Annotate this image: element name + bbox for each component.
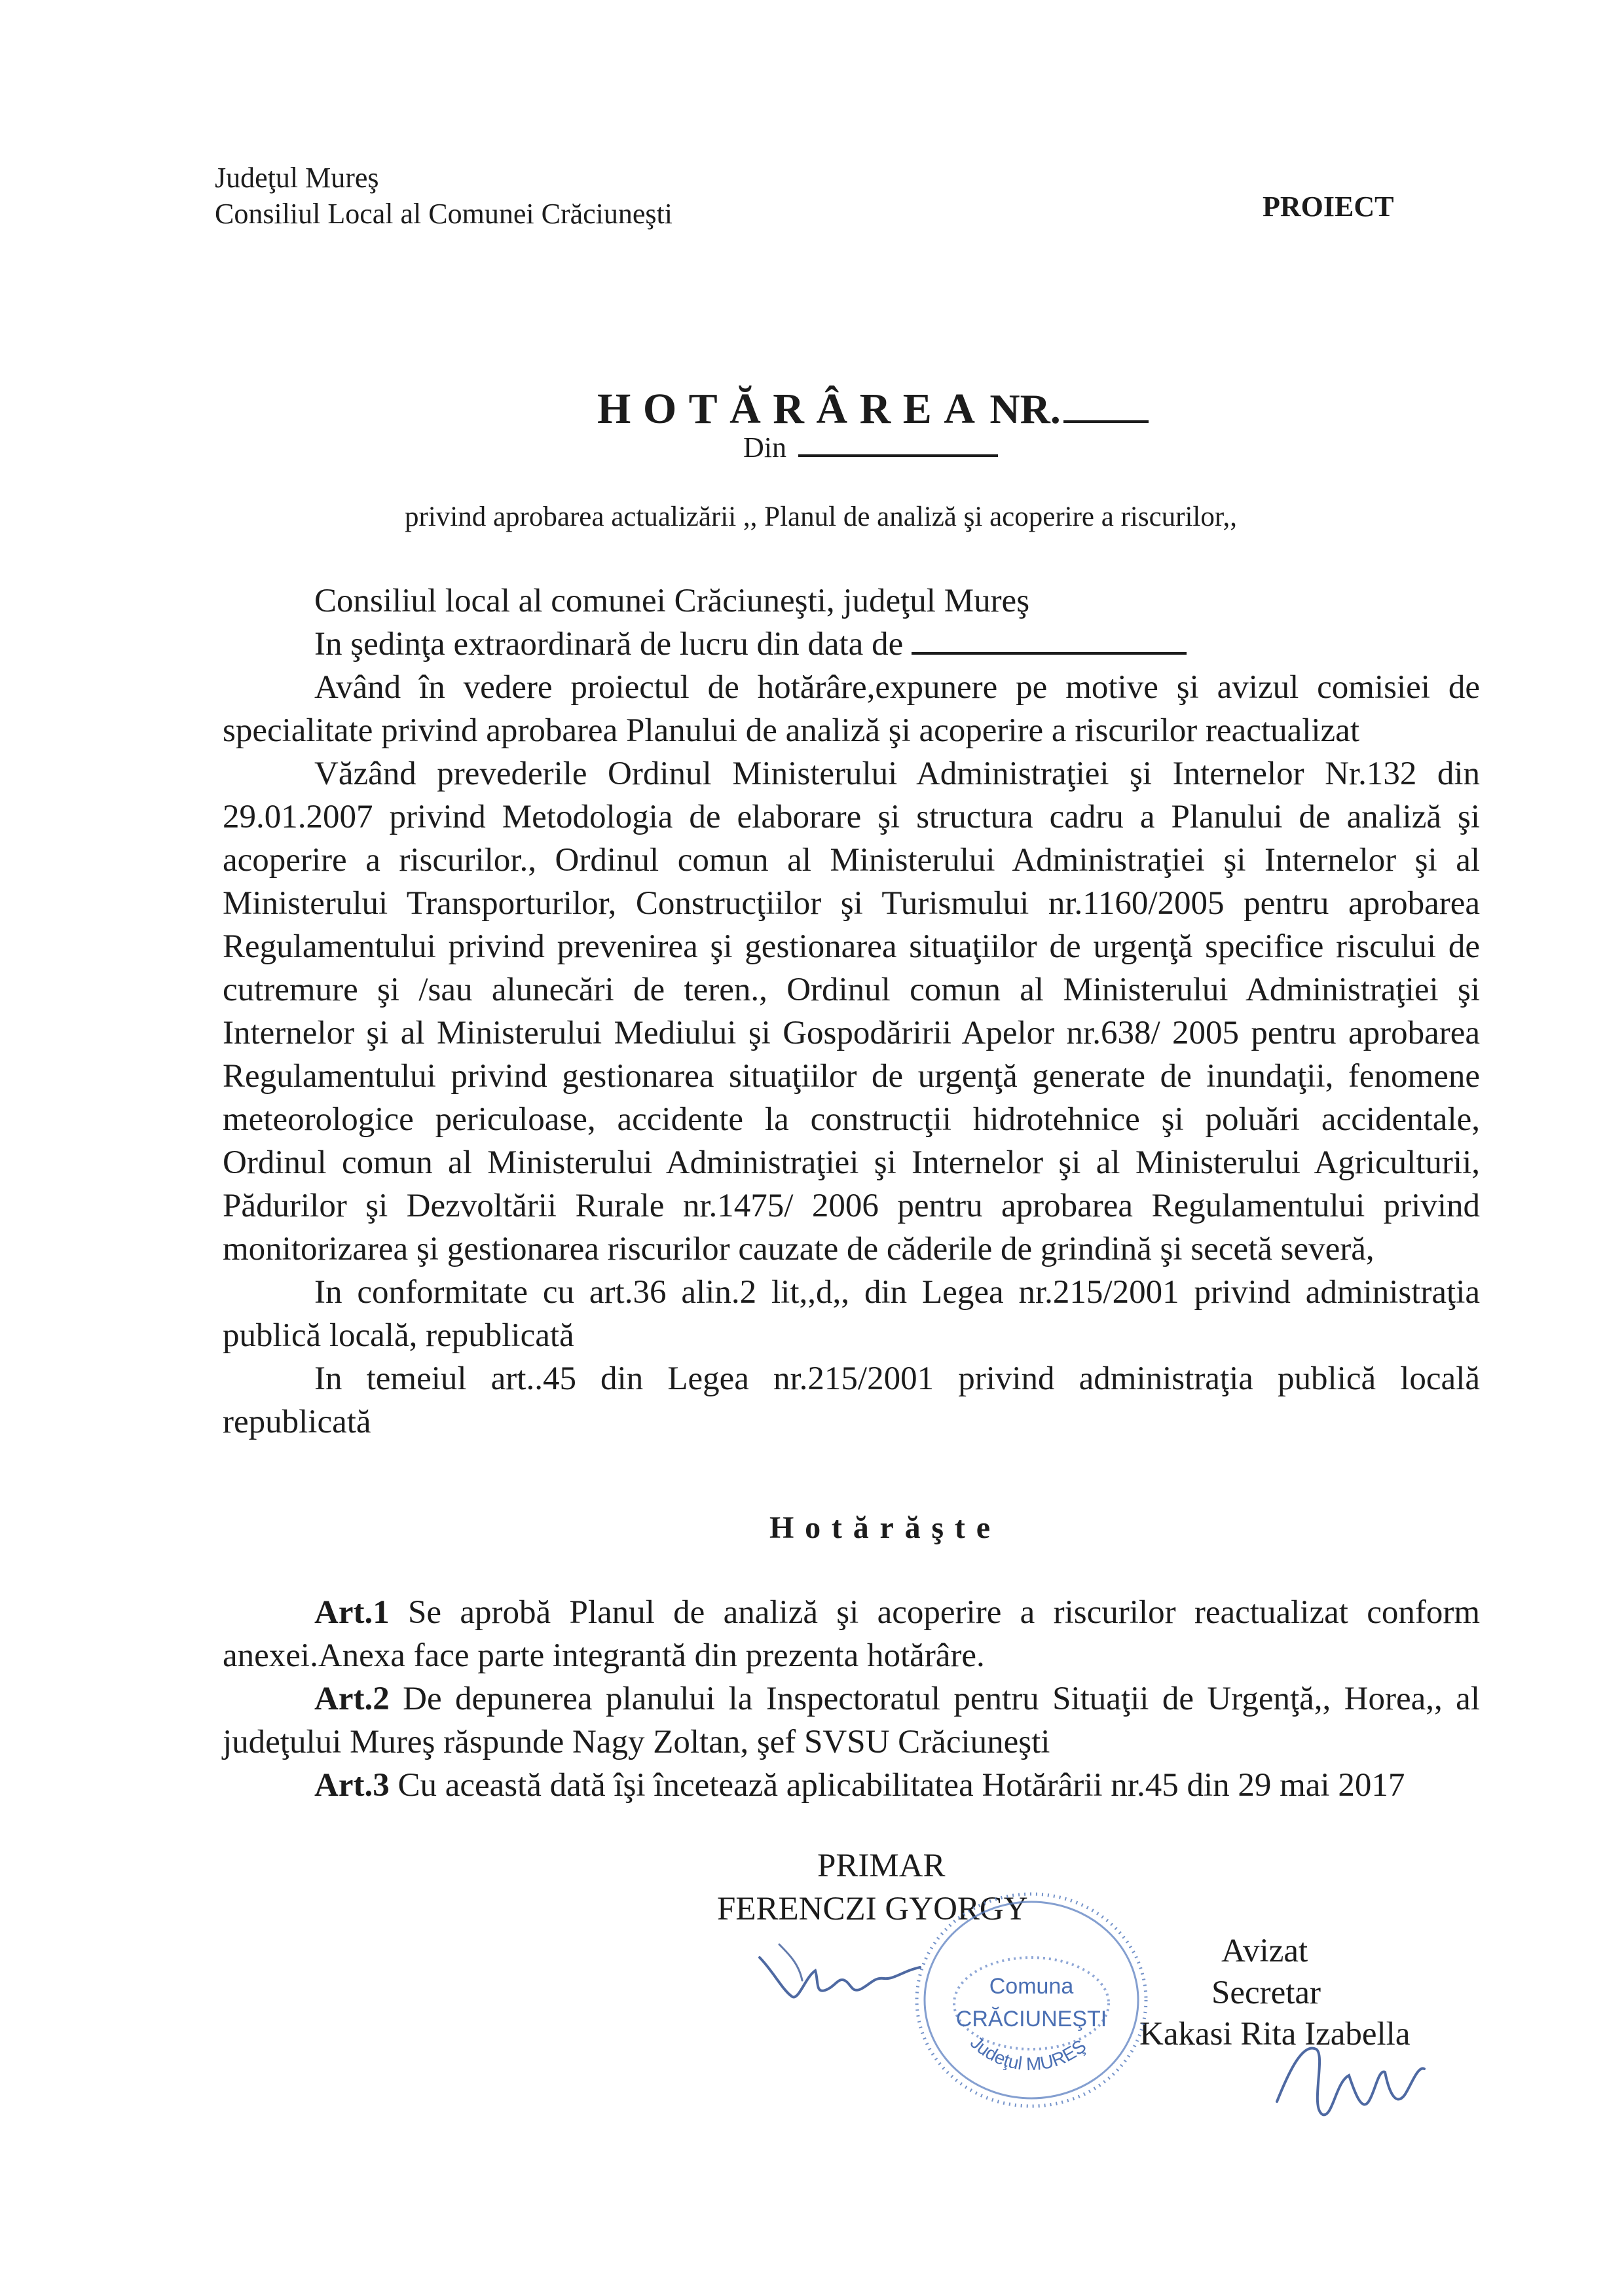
din-blank	[798, 449, 998, 457]
header-council: Consiliul Local al Comunei Crăciuneşti	[215, 198, 673, 230]
article-2-text: De depunerea planului la Inspectoratul pentru Situaţii de Urgenţă,, Horea,, al judeţului Mureş răspunde Nagy Zoltan, şef SVSU Crăciuneşti	[223, 1681, 1480, 1760]
article-1	[223, 1591, 1480, 1677]
preamble-temeiul: In temeiul art..45 din Legea nr.215/2001 privind administraţia publică locală republicată	[223, 1360, 1480, 1440]
preamble-meeting-text: In şedinţa extraordinară de lucru din data de	[314, 626, 904, 663]
preamble-vazand: Văzând prevederile Ordinul Ministerului Administraţiei şi Internelor Nr.132 din 29.01.2007 privind Metodologia de elaborare şi structura cadru a Planului de analiză şi acoperire a riscurilor., Ordinul comun al Ministerului Administraţiei şi Internelor şi al Ministerului Transporturilor, Construcţiilor şi Turismului nr.1160/2005 pentru aprobarea Regulamentului privind prevenirea şi gestionarea situaţiilor de urgenţă specifice riscului de cutremure şi /sau alunecări de teren., Ordinul comun al Ministerului Administraţiei şi Internelor şi al Ministerului Mediului şi Gospodăririi Apelor nr.638/ 2005 pentru aprobarea Regulamentului privind gestionarea situaţiilor de urgenţă generate de inundaţii, fenomene meteorologice periculoase, accidente la construcţii hidrotehnice şi poluări accidentale, Ordinul comun al Ministerului Administraţiei şi Internelor şi al Ministerului Agriculturii, Pădurilor şi Dezvoltării Rurale nr.1475/ 2006 pentru aprobarea Regulamentului privind monitorizarea şi gestionarea riscurilor cauzate de căderile de grindină şi secetă severă,	[223, 756, 1480, 1267]
stamp-center-line2: CRĂCIUNEŞTI	[955, 2007, 1107, 2032]
article-3	[223, 1764, 1480, 1807]
document-title	[597, 384, 1149, 434]
official-stamp-icon	[900, 1869, 1162, 2118]
title-main: HOTĂRÂREA	[597, 385, 987, 433]
din-line	[743, 431, 998, 464]
stamp-center-line1: Comuna	[989, 1974, 1074, 1999]
article-3-text: Cu această dată îşi încetează aplicabilitatea Hotărârii nr.45 din 29 mai 2017	[389, 1767, 1405, 1804]
secretary-signature-icon	[1264, 2030, 1434, 2128]
preamble-council: Consiliul local al comunei Crăciuneşti, judeţul Mureş	[314, 583, 1030, 619]
secretary-avizat: Avizat	[1221, 1933, 1308, 1969]
mayor-signature-icon	[753, 1931, 930, 2016]
document-subject: privind aprobarea actualizării ,, Planul de analiză şi acoperire a riscurilor,,	[405, 501, 1237, 532]
articles	[223, 1591, 1480, 1807]
secretary-name: Kakasi Rita Izabella	[1139, 2016, 1411, 2052]
header-county: Judeţul Mureş	[215, 162, 379, 194]
article-2-label: Art.2	[314, 1681, 390, 1717]
mayor-name: FERENCZI GYORGY	[717, 1891, 1028, 1927]
proiect-badge: PROIECT	[1263, 191, 1394, 223]
title-nr-label: NR.	[989, 386, 1061, 432]
article-1-label: Art.1	[314, 1594, 390, 1631]
secretary-title: Secretar	[1211, 1975, 1321, 2011]
din-label: Din	[743, 431, 786, 464]
article-1-text: Se aprobă Planul de analiză şi acoperire a riscurilor reactualizat conform anexei.Anexa face parte integrantă din prezenta hotărâre.	[223, 1594, 1480, 1674]
meeting-date-blank	[912, 648, 1187, 655]
preamble-avand: Având în vedere proiectul de hotărâre,expunere pe motive şi avizul comisiei de specialitate privind aprobarea Planului de analiză şi acoperire a riscurilor reactualizat	[223, 669, 1480, 749]
preamble-meeting	[223, 623, 1480, 666]
preamble-conformitate: In conformitate cu art.36 alin.2 lit,,d,, din Legea nr.215/2001 privind administraţia publică locală, republicată	[223, 1274, 1480, 1354]
mayor-title: PRIMAR	[817, 1848, 946, 1884]
svg-text:Judeţul MUREŞ	[967, 2032, 1090, 2074]
article-2	[223, 1677, 1480, 1764]
decision-heading: Hotărăşte	[769, 1510, 1001, 1545]
title-nr-blank	[1063, 415, 1149, 423]
stamp-bottom-text: Judeţul MUREŞ	[966, 2032, 1090, 2075]
preamble	[223, 579, 1480, 1444]
article-3-label: Art.3	[314, 1767, 390, 1804]
